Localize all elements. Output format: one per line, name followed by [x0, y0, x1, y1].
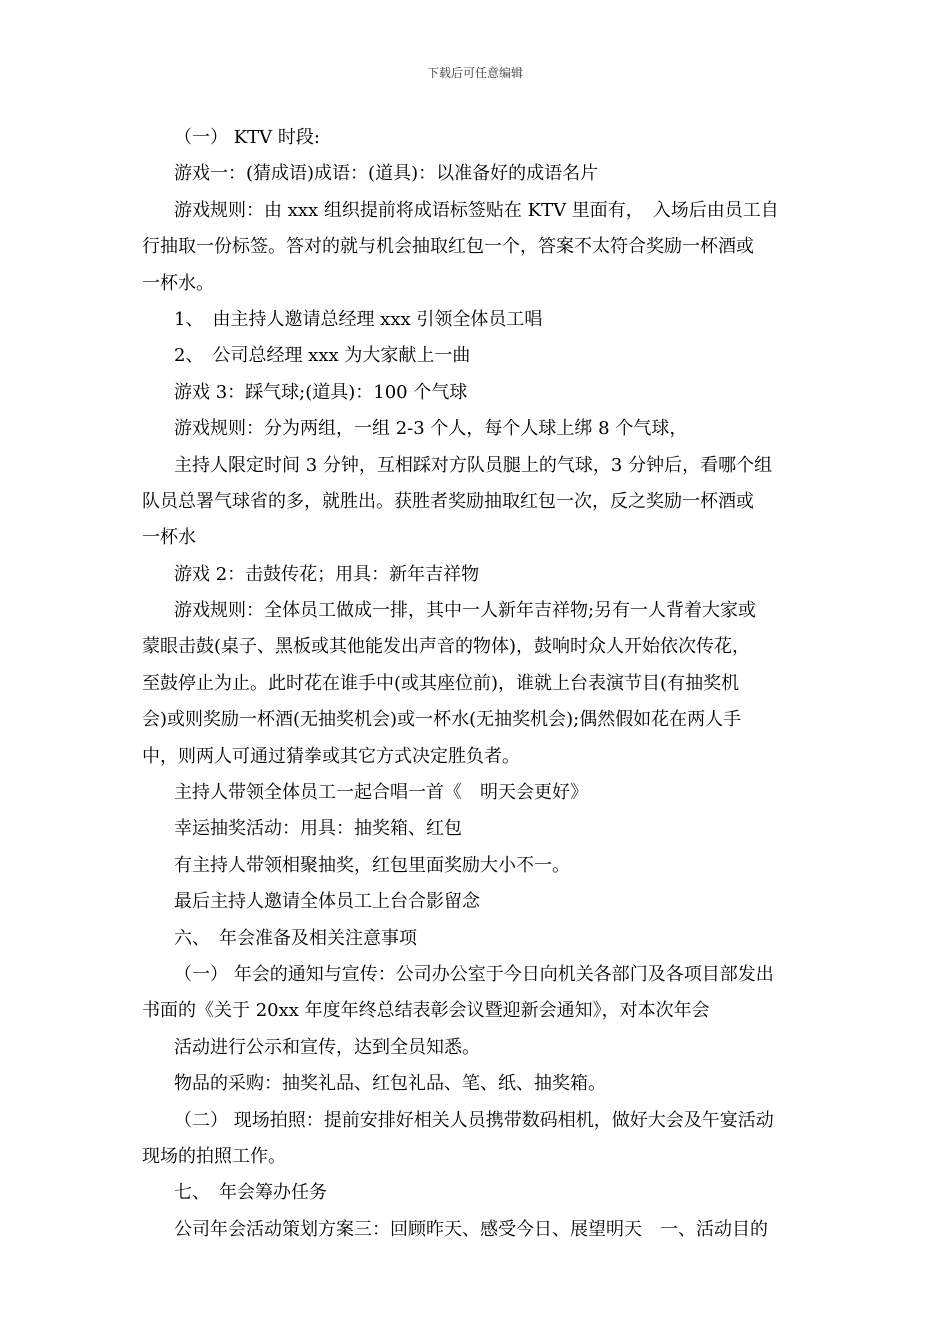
text-line: 现场的拍照工作。	[142, 1145, 286, 1167]
text-line: 最后主持人邀请全体员工上台合影留念	[174, 891, 480, 913]
text-line: 至鼓停止为止。此时花在谁手中(或其座位前)，谁就上台表演节目(有抽奖机	[142, 672, 740, 694]
text-line: 游戏 2：击鼓传花；用具：新年吉祥物	[174, 563, 480, 585]
text-line: 游戏一：(猜成语)成语：(道具)：以准备好的成语名片	[174, 163, 599, 185]
text-line: 蒙眼击鼓(桌子、黑板或其他能发出声音的物体)，鼓响时众人开始依次传花，	[142, 636, 751, 658]
text-line: 主持人限定时间 3 分钟，互相踩对方队员腿上的气球，3 分钟后，看哪个组	[174, 454, 773, 476]
text-line: 公司年会活动策划方案三：回顾昨天、感受今日、展望明天 一、活动目的	[174, 1218, 768, 1240]
text-line: 行抽取一份标签。答对的就与机会抽取红包一个，答案不太符合奖励一杯酒或	[142, 236, 754, 258]
text-line: （一） KTV 时段:	[174, 127, 320, 148]
text-line: 七、 年会筹办任务	[174, 1182, 327, 1204]
text-line: 有主持人带领相聚抽奖，红包里面奖励大小不一。	[174, 854, 570, 876]
text-line: 书面的《关于 20xx 年度年终总结表彰会议暨迎新会通知》，对本次年会	[142, 1000, 710, 1022]
text-line: 游戏 3：踩气球;(道具)：100 个气球	[174, 381, 468, 403]
text-line: （二） 现场拍照：提前安排好相关人员携带数码相机，做好大会及午宴活动	[174, 1109, 774, 1131]
text-line: 活动进行公示和宣传，达到全员知悉。	[174, 1036, 480, 1058]
text-line: 1、 由主持人邀请总经理 xxx 引领全体员工唱	[174, 308, 543, 330]
text-line: 六、 年会准备及相关注意事项	[174, 927, 417, 949]
text-line: （一） 年会的通知与宣传：公司办公室于今日向机关各部门及各项目部发出	[174, 963, 774, 985]
text-line: 会)或则奖励一杯酒(无抽奖机会)或一杯水(无抽奖机会);偶然假如花在两人手	[142, 709, 742, 731]
text-line: 游戏规则：分为两组，一组 2-3 个人，每个人球上绑 8 个气球，	[174, 418, 688, 440]
text-line: 一杯水。	[142, 272, 214, 294]
text-line: 主持人带领全体员工一起合唱一首《 明天会更好》	[174, 782, 588, 804]
text-line: 游戏规则：由 xxx 组织提前将成语标签贴在 KTV 里面有， 入场后由员工自	[174, 199, 779, 221]
text-line: 队员总署气球省的多，就胜出。获胜者奖励抽取红包一次，反之奖励一杯酒或	[142, 490, 754, 512]
text-line: 幸运抽奖活动：用具：抽奖箱、红包	[174, 818, 462, 840]
page-header: 下载后可任意编辑	[426, 66, 523, 80]
text-line: 2、 公司总经理 xxx 为大家献上一曲	[174, 345, 471, 367]
text-line: 物品的采购：抽奖礼品、红包礼品、笔、纸、抽奖箱。	[174, 1073, 606, 1095]
document-body	[142, 120, 810, 1248]
text-line: 中，则两人可通过猜拳或其它方式决定胜负者。	[142, 745, 520, 767]
text-line: 一杯水	[142, 527, 196, 549]
text-line: 游戏规则：全体员工做成一排，其中一人新年吉祥物;另有一人背着大家或	[174, 600, 757, 622]
